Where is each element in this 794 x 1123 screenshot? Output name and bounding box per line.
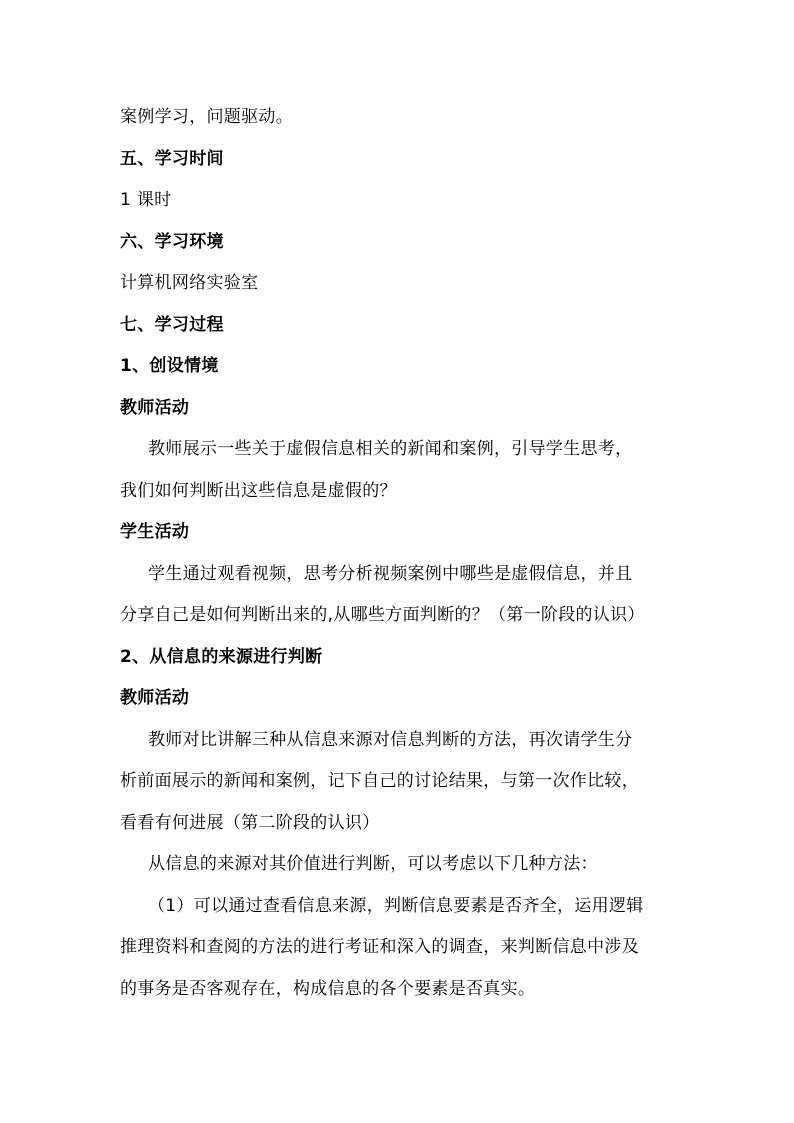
paragraph-line: 学生通过观看视频，思考分析视频案例中哪些是虚假信息，并且 (148, 564, 633, 584)
subsection-heading: 1、创设情境 (120, 356, 219, 376)
paragraph-line: 看看有何进展（第二阶段的认识） (120, 813, 380, 833)
section-heading: 七、学习过程 (120, 315, 224, 335)
paragraph-line: 分享自己是如何判断出来的,从哪些方面判断的？（第一阶段的认识） (120, 605, 645, 625)
paragraph-line: 的事务是否客观存在，构成信息的各个要素是否真实。 (120, 979, 536, 999)
paragraph-line: 教师对比讲解三种从信息来源对信息判断的方法，再次请学生分 (148, 730, 633, 750)
subsection-heading: 2、从信息的来源进行判断 (120, 647, 323, 667)
activity-heading: 教师活动 (120, 688, 190, 708)
paragraph-line: 教师展示一些关于虚假信息相关的新闻和案例，引导学生思考， (148, 439, 633, 459)
text-line: 1 课时 (120, 190, 172, 210)
section-heading: 五、学习时间 (120, 149, 224, 169)
paragraph-line: 从信息的来源对其价值进行判断，可以考虑以下几种方法： (148, 854, 598, 874)
activity-heading: 教师活动 (120, 398, 190, 418)
text-line: 案例学习，问题驱动。 (120, 107, 293, 127)
paragraph-line: 我们如何判断出这些信息是虚假的？ (120, 481, 397, 501)
paragraph-line: 推理资料和查阅的方法的进行考证和深入的调查，来判断信息中涉及 (120, 937, 639, 957)
activity-heading: 学生活动 (120, 522, 190, 542)
paragraph-line: 析前面展示的新闻和案例，记下自己的讨论结果，与第一次作比较， (120, 771, 639, 791)
paragraph-line: （1）可以通过查看信息来源，判断信息要素是否齐全，运用逻辑 (148, 896, 644, 916)
text-line: 计算机网络实验室 (120, 273, 259, 293)
section-heading: 六、学习环境 (120, 232, 224, 252)
